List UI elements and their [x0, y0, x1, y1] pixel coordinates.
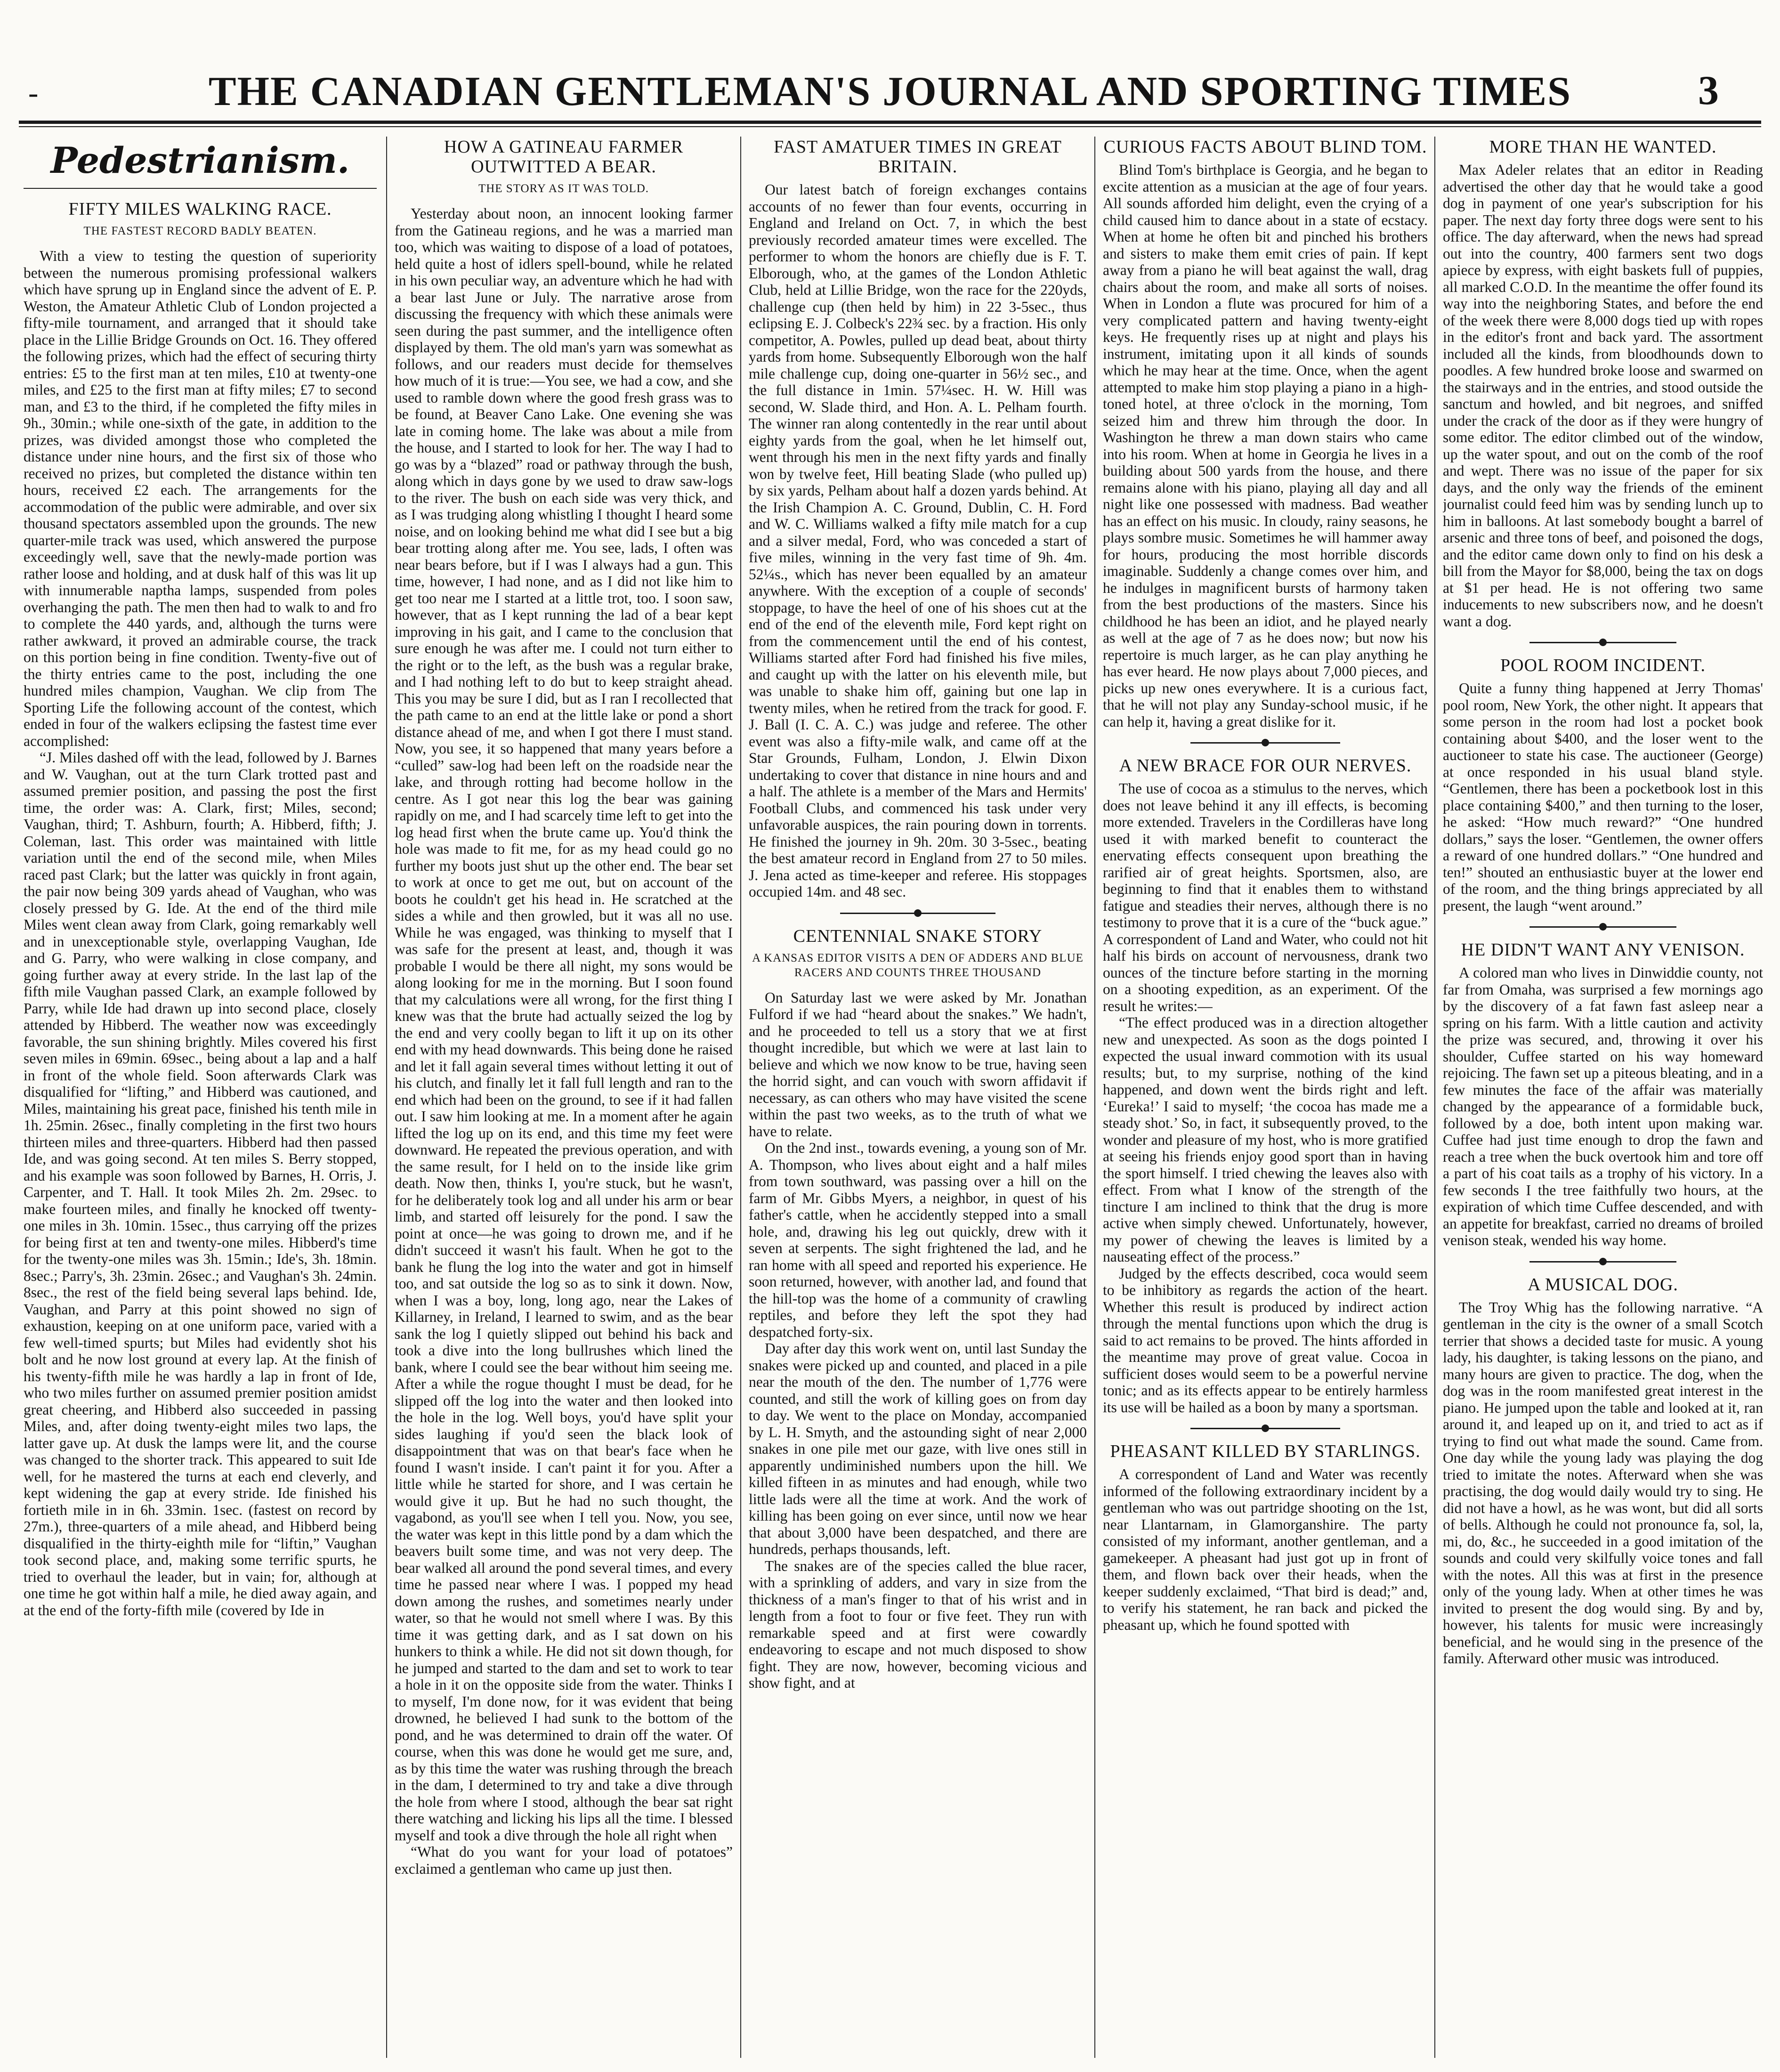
department-heading: Pedestrianism.	[50, 139, 350, 181]
masthead	[9, 66, 1771, 122]
column-separator	[740, 137, 741, 2058]
article-paragraph: “J. Miles dashed off with the lead, followed by J. Barnes and W. Vaughan, out at the turn Clark trotted past and assumed premier position, and passing the post the first time, the order was: A. Clark, first; Miles, second; Vaughan, third; T. Ashburn, fourth; A. Hibberd, fifth; J. Coleman, last. This order was maintained with little variation until the end of the second mile, when Miles raced past Clark; but the latter was quickly in front again, the pair now being 309 yards ahead of Vaughan, who was closely pressed by G. Ide. At the end of the third mile Miles went clean away from Clark, going remarkably well and in unexceptionable style, overlapping Vaughan, Ide and G. Parry, who were walking in close company, and going further away at every stride. In the last lap of the fifth mile Vaughan passed Clark, an example followed by Parry, while Ide had drawn up into second place, closely attended by Hibberd. The weather now was exceedingly favorable, the sun shining brightly. Miles covered his first seven miles in 69min. 69sec., being about a lap and a half in front of the whole field. Soon afterwards Clark was disqualified for “lifting,” and Hibberd was cautioned, and Miles, maintaining his great pace, finished his tenth mile in 1h. 25min. 26sec., finally completing in the first two hours thirteen miles and three-quarters. Hibberd had then passed Ide, and was going second. At ten miles S. Berry stopped, and his example was soon followed by Barnes, H. Orris, J. Carpenter, and T. Hall. It took Miles 2h. 2m. 29sec. to make fourteen miles, and finally he knocked off twenty-one miles in 3h. 10min. 15sec., thus carrying off the prizes for being first at ten and twenty-one miles. Hibberd's time for the twenty-one miles was 3h. 15min.; Ide's, 3h. 18min. 8sec.; Parry's, 3h. 23min. 26sec.; and Vaughan's 3h. 24min. 8sec., the rest of the field being several laps behind. Ide, Vaughan, and Parry at this point showed no sign of exhaustion, keeping on at one uniform pace, varied with a few well-timed spurts; but Miles had evidently shot his bolt and he now lost ground at every lap. At the finish of his twenty-fifth mile he was hardly a lap in front of Ide, who two miles further on assumed premier position amidst great cheering, and Hibberd also succeeded in passing Miles, and, after doing twenty-eight miles two laps, the latter gave up. At dusk the lamps were lit, and the course was changed to the shorter track. This appeared to suit Ide well, for he mastered the turns at each end cleverly, and kept widening the gap at every stride. Ide finished his fortieth mile in in 6h. 33min. 1sec. (fastest on record by 27m.), three-quarters of a mile ahead, and Hibberd being disqualified in the thirty-eighth mile for “liftin,” Vaughan took second place, and, making some terrific spurts, he tried to overhaul the leader, but in vain; for, although at one time he got within half a mile, he died away again, and at the end of the forty-fifth mile (covered by Ide in	[24, 749, 377, 1619]
column-separator	[386, 137, 387, 2058]
article-separator	[1190, 742, 1340, 744]
article-paragraph: On Saturday last we were asked by Mr. Jonathan Fulford if we had “heard about the snakes.” We hadn't, and he proceeded to tell us a story that we at first thought incredible, but which we were at last lain to believe and which we now know to be true, having seen the horrid sight, and can vouch with sworn affidavit if necessary, as can others who may have visited the scene within the past two weeks, as to the truth of what we have to relate.	[749, 989, 1087, 1140]
section-rule	[24, 188, 377, 189]
article-paragraph: Max Adeler relates that an editor in Reading advertised the other day that he would take a good dog in payment of one year's subscription for his paper. The next day forty three dogs were sent to his office. The day afterward, when the news had spread out into the country, 400 farmers sent two dogs apiece by express, with eight baskets full of puppies, all marked C.O.D. In the meantime the offer found its way into the neighboring States, and before the end of the week there were 8,000 dogs tied up with ropes in the editor's front and back yard. The assortment included all the kinds, from bloodhounds down to poodles. A few hundred broke loose and swarmed on the stairways and in the entries, and stood outside the sanctum and howled, and bit negroes, and sniffed under the crack of the door as if they were hungry of some editor. The editor climbed out of the window, up the water spout, and out on the comb of the roof and wept. There was no issue of the paper for six days, and the only way the friends of the eminent journalist could feed him was by sending lunch up to him in balloons. At last somebody bought a barrel of arsenic and three tons of beef, and poisoned the dogs, and the editor came down only to find on his desk a bill from the Mayor for $8,000, being the tax on dogs at $1 per head. He is not offering two same inducements to new subscribers now, and he doesn't want a dog.	[1443, 162, 1763, 630]
column-4	[1103, 134, 1428, 2063]
article-paragraph: Our latest batch of foreign exchanges contains accounts of no fewer than four events, occurring in England and Ireland on Oct. 7, in which the best previously recorded amateur times were excelled. The performer to whom the honors are chiefly due is F. T. Elborough, who, at the games of the London Athletic Club, held at Lillie Bridge, won the race for the 220yds, challenge cup (then held by him) in 22 3-5sec., thus eclipsing E. J. Colbeck's 22¾ sec. by a fraction. His only competitor, A. Powles, pulled up dead beat, about thirty yards from home. Subsequently Elborough won the half mile challenge cup, doing one-quarter in 56½ sec., and the full distance in 1min. 57¼sec. H. W. Hill was second, W. Slade third, and Hon. A. L. Pelham fourth. The winner ran along contentedly in the rear until about eighty yards from the goal, when he let himself out, went through his men in the next fifty yards and finally won by twelve feet, Hill beating Slade (who pulled up) by six yards, Pelham about half a dozen yards behind. At the Irish Champion A. C. Ground, Dublin, C. H. Ford and W. C. Williams walked a fifty mile match for a cup and a silver medal, Ford, who was conceded a start of five miles, winning in the very fast time of 9h. 4m. 52¼s., which has never been equalled by an amateur anywhere. With the exception of a couple of seconds' stoppage, to have the heel of one of his shoes cut at the end of the end of the eleventh mile, Ford kept right on from the commencement until the end of his contest, Williams started after Ford had finished his five miles, and caught up with the latter on his eleventh mile, but was unable to shake him off, gaining but one lap in twenty miles, when he retired from the track for good. F. J. Ball (I. C. A. C.) was judge and referee. The other event was also a fifty-mile walk, and came off at the Star Grounds, Fulham, London, J. Elwin Dixon undertaking to cover that distance in nine hours and and a half. The athlete is a member of the Mars and Hermits' Football Clubs, and commenced his task under very unfavorable auspices, the rain pouring down in torrents. He finished the journey in 9h. 20m. 30 3-5sec., beating the best amateur record in England from 27 to 50 miles. J. Jena acted as time-keeper and referee. His stoppages occupied 14m. and 48 sec.	[749, 181, 1087, 900]
column-2	[395, 134, 733, 2063]
article-separator	[840, 913, 995, 914]
column-5	[1443, 134, 1763, 2063]
article-separator	[1190, 1428, 1340, 1429]
article-headline: A NEW BRACE FOR OUR NERVES.	[1119, 756, 1412, 776]
article-paragraph: Quite a funny thing happened at Jerry Thomas' pool room, New York, the other night. It appears that some person in the room had lost a pocket book containing about $400, and the loser went to the auctioneer to state his case. The auctioneer (George) at once responded in his usual bland style. “Gentlemen, there has been a pocketbook lost in this place containing $400,” and then turning to the loser, he asked: “How much reward?” “One hundred dollars,” says the loser. “Gentlemen, the owner offers a reward of one hundred dollars.” “One hundred and ten!” shouted an enthusiastic buyer at the lower end of the room, and the thing brings appreciated by all present, the laugh “went around.”	[1443, 680, 1763, 914]
article-paragraph: Judged by the effects described, coca would seem to be inhibitory as regards the action of the heart. Whether this result is produced by indirect action through the mental functions upon which the drug is said to act remains to be proved. The hints afforded in the meantime may prove of great value. Cocoa in sufficient doses would seem to be a powerful nervine tonic; and as its effects appear to be entirely harmless its use will be hailed as a boon by many a sportsman.	[1103, 1265, 1428, 1416]
folio-mark: -	[28, 76, 39, 109]
article-headline: FAST AMATUER TIMES IN GREAT BRITAIN.	[774, 137, 1062, 177]
article-paragraph: Yesterday about noon, an innocent looking farmer from the Gatineau regions, and he was a married man too, which was waiting to dispose of a load of potatoes, held quite a host of idlers spell-bound, while he related in his own peculiar way, an adventure which he had with a bear last June or July. The narrative arose from discussing the frequency with which these animals were seen during the past summer, and the intelligence often displayed by them. The old man's yarn was somewhat as follows, and our readers must decide for themselves how much of it is true:—You see, we had a cow, and she used to ramble down where the good fresh grass was to be found, at Beaver Cano Lake. One evening she was late in coming home. The lake was about a mile from the house, and I started to look for her. The way I had to go was by a “blazed” road or pathway through the bush, along which in days gone by we used to draw saw-logs to the river. The bush on each side was very thick, and as I was trudging along whistling I thought I heard some noise, and on looking behind me what did I see but a big bear trotting along after me. You see, lads, I often was near bears before, but if I was I always had a gun. This time, however, I had none, and as I did not like him to get too near me I started at a little trot, too. I soon saw, however, that as I kept running the lad of a bear kept improving in his gait, and I came to the conclusion that sure enough he was after me. I could not turn either to the right or to the left, as the bush was a regular brake, and I had nothing left to do but to keep straight ahead. This you may be sure I did, but as I ran I recollected that the path came to an end at the little lake or pond a short distance ahead of me, and when I got there I must stand. Now, you see, it so happened that many years before a “culled” saw-log had been left on the roadside near the lake, and through rotting had become hollow in the centre. As I got near this log the bear was gaining rapidly on me, and I had scarcely time left to get into the log head first when the brute came up. You'd think the hole was made to fit me, for as my head could go no further my boots just shut up the other end. The bear set to work at once to get me out, but on account of the boots he couldn't get his head in. He scratched at the sides a while and then growled, but it was all no use. While he was engaged, was thinking to myself that I was safe for the present at least, and, though it was probable I would be there all night, my sons would be along looking for me in the morning. But I soon found that my calculations were all wrong, for the first thing I knew was that the brute had actually seized the log by the end and very coolly began to lift it up on its other end with my head downwards. This being done he raised and let it fall again several times without letting it out of his clutch, and finally let it fall full length and ran to the end which had been on the ground, to see if it had fallen out. I saw him looking at me. In a moment after he again lifted the log up on its end, and this time my feet were downward. He repeated the previous operation, and with the same result, for I held on to the inside like grim death. Now then, thinks I, you're stuck, but he wasn't, for he deliberately took log and all under his arm or bear limb, and started off leisurely for the pond. I saw the point at once—he was going to drown me, and if he didn't succeed it wasn't his fault. When he got to the bank he flung the log into the water and got in himself too, and sat outside the log so as to sink it down. Now, when I was a boy, long, long ago, near the Lakes of Killarney, in Ireland, I learned to swim, and as the bear sank the log I quietly slipped out behind his back and took a dive into the long bullrushes which lined the bank, where I could see the bear without him seeing me. After a while the rogue thought I must be dead, for he slipped off the log into the water and then looked into the hole in the log. Well boys, you'd have split your sides laughing if you'd seen the black look of disappointment that was on that bear's face when he found I wasn't inside. I can't paint it for you. After a little while he started for shore, and I was certain he would give it up. But he had no such thought, the vagabond, as you'll see when I tell you. Now, you see, the water was kept in this little pond by a dam which the beavers built some time, and was not very deep. The bear walked all around the pond several times, and every time he passed near where I was. I popped my head down among the rushes, and sometimes nearly under water, so that he would not smell where I was. By this time it was getting dark, and as I sat down on his hunkers to think a while. He did not sit down though, for he jumped and started to the dam and set to work to tear a hole in it on the opposite side from the water. Thinks I to myself, I'm done now, for it was evident that being drowned, he believed I had sunk to the bottom of the pond, and he was determined to drain off the water. Of course, when this was done he would get me sure, and, as by this time the water was rushing through the breach in the dam, I determined to try and take a dive through the hole from where I stood, although the bear sat right there watching and licking his lips all the time. I blessed myself and took a dive through the hole all right when	[395, 205, 733, 1844]
article-paragraph: A correspondent of Land and Water was recently informed of the following extraordinary incident by a gentleman who was out partridge shooting on the 1st, near Llantarnam, in Glamorganshire. The party consisted of my informant, another gentleman, and a gamekeeper. A pheasant had just got up in front of them, and flown back over their heads, when the keeper suddenly exclaimed, “That bird is dead;” and, to verify his statement, he ran back and picked the pheasant up, which he found spotted with	[1103, 1466, 1428, 1633]
article-paragraph: A colored man who lives in Dinwiddie county, not far from Omaha, was surprised a few mornings ago by the discovery of a fat fawn fast asleep near a spring on his farm. With a little caution and activity the prize was secured, and, throwing it over his shoulder, Cuffee started on his way homeward rejoicing. The fawn set up a piteous bleating, and in a few minutes the face of the affair was materially changed by the appearance of a formidable buck, followed by a doe, both intent upon making war. Cuffee had just time enough to drop the fawn and reach a tree when the buck overtook him and tore off a part of his coat tails as a trophy of his victory. In a few seconds I the tree faithfully two hours, at the expiration of which time Cuffee descended, and with an appetite for breakfast, carried no dreams of broiled venison steak, wended his way home.	[1443, 964, 1763, 1248]
masthead-rule	[19, 121, 1761, 124]
article-paragraph: “The effect produced was in a direction altogether new and unexpected. As soon as the dogs pointed I expected the usual inward commotion with its usual results; but, to my surprise, nothing of the kind happened, and down went the birds right and left. ‘Eureka!’ I said to myself; ‘the cocoa has made me a steady shot.’ So, in fact, it subsequently proved, to the wonder and pleasure of my host, who is more gratified at seeing his friends enjoy good sport than in having the sport himself. I tried chewing the leaves also with effect. From what I know of the strength of the tincture I am inclined to think that the drug is more active when simply chewed. Unfortunately, however, my power of chewing the leaves is limited by a nauseating effect of the process.”	[1103, 1014, 1428, 1265]
column-3	[749, 134, 1087, 2063]
column-separator	[1094, 137, 1095, 2058]
article-paragraph: “What do you want for your load of potatoes” exclaimed a gentleman who came up just then.	[395, 1844, 733, 1877]
masthead-rule-thin	[19, 126, 1761, 127]
column-1	[24, 134, 377, 2063]
masthead-title: THE CANADIAN GENTLEMAN'S JOURNAL AND SPORTING TIMES	[208, 69, 1572, 114]
article-paragraph: The snakes are of the species called the blue racer, with a sprinkling of adders, and vary in size from the thickness of a man's finger to that of his wrist and in length from a foot to four or five feet. They run with remarkable speed and at first were cowardly endeavoring to escape and not much disposed to show fight. They are now, however, becoming vicious and show fight, and at	[749, 1557, 1087, 1691]
article-headline: CURIOUS FACTS ABOUT BLIND TOM.	[1103, 137, 1427, 157]
article-headline: MORE THAN HE WANTED.	[1489, 137, 1717, 157]
page-number: 3	[1698, 68, 1719, 113]
article-paragraph: On the 2nd inst., towards evening, a young son of Mr. A. Thompson, who lives about eight and a half miles from town southward, was passing over a hill on the farm of Mr. Gibbs Myers, a neighbor, in quest of his father's cattle, when he accidently stepped into a small hole, and, drawing his leg out quickly, drew with it seven at serpents. The sight frightened the lad, and he ran home with all speed and reported his experience. He soon returned, however, with another lad, and found that the hill-top was the home of a community of crawling reptiles, and before they left the spot they had despatched forty-six.	[749, 1140, 1087, 1340]
article-headline: HOW A GATINEAU FARMER OUTWITTED A BEAR.	[444, 137, 684, 177]
article-paragraph: The use of cocoa as a stimulus to the nerves, which does not leave behind it any ill effects, is becoming more extended. Travelers in the Cordilleras have long used it with marked benefit to counteract the enervating effects consequent upon breathing the rarified air of great heights. Sportsmen, also, are beginning to find that it enables them to withstand fatigue and steadies their nerves, although there is no testimony to prove that it is a cure of the “buck ague.” A correspondent of Land and Water, who could not hit half his birds on account of nervousness, drank two ounces of the tincture before starting in the morning on a shooting expedition, as an experiment. Of the result he writes:—	[1103, 780, 1428, 1014]
article-separator	[1529, 926, 1677, 928]
article-paragraph: The Troy Whig has the following narrative. “A gentleman in the city is the owner of a small Scotch terrier that shows a decided taste for music. A young lady, his daughter, is taking lessons on the piano, and many hours are given to practice. The dog, when the dog was in the room manifested great interest in the piano. He jumped upon the table and looked at it, ran around it, and leaped up on it, and tried to act as if trying to find out what made the sound. Came from. One day while the young lady was playing the dog tried to imitate the notes. Afterward when she was practising, the dog would daily would try to sing. He did not have a howl, as he was wont, but did all sorts of bells. Although he could not pronounce fa, sol, la, mi, do, &c., he succeeded in a good imitation of the sounds and could very skilfully voice tones and fall with the notes. All this was at first in the presence only of the young lady. When at other times he was invited to present the dog would sing. By and by, however, his talents for music were increasingly beneficial, and he would sing in the presence of the family. Afterward other music was introduced.	[1443, 1299, 1763, 1667]
article-separator	[1529, 642, 1677, 643]
article-separator	[1529, 1261, 1677, 1263]
article-headline: PHEASANT KILLED BY STARLINGS.	[1110, 1441, 1421, 1461]
article-headline: A MUSICAL DOG.	[1528, 1274, 1678, 1295]
article-paragraph: Blind Tom's birthplace is Georgia, and he began to excite attention as a musician at the age of four years. All sounds afforded him delight, even the crying of a child caused him to dance about in a state of ecstacy. When at home he often bit and pinched his brothers and sisters to make them emit cries of pain. If kept away from a piano he will beat against the wall, drag chairs about the room, and make all sorts of noises. When in London a flute was procured for him of a very complicated pattern and having twenty-eight keys. He frequently rises up at night and plays his instrument, imitating upon it all kinds of sounds which he may hear at the time. Once, when the agent attempted to make him stop playing a piano in a high-toned hotel, at three o'clock in the morning, Tom seized him and threw him through the door. In Washington he threw a man down stairs who came into his room. When at home in Georgia he lives in a building about 500 yards from the house, and there remains alone with his piano, playing all day and all night like one possessed with madness. Bad weather has an effect on his music. In cloudy, rainy seasons, he plays sombre music. Sometimes he will hammer away for hours, producing the most horrible discords imaginable. Suddenly a change comes over him, and he indulges in magnificent bursts of harmony taken from the best productions of the masters. Since his childhood he has been an idiot, and he played nearly as well at the age of 7 as he does now; but now his repertoire is much larger, as he can play anything he has ever heard. He now plays about 7,000 pieces, and picks up new ones everywhere. It is a curious fact, that he will not play any Sunday-school music, if he can help it, having a great dislike for it.	[1103, 162, 1428, 730]
column-separator	[1434, 137, 1435, 2058]
article-paragraph: Day after day this work went on, until last Sunday the snakes were picked up and counted, and placed in a pile near the mouth of the den. The number of 1,776 were counted, and still the work of killing goes on from day to day. We went to the place on Monday, accompanied by L. H. Smyth, and the astounding sight of near 2,000 snakes in one pile met our gaze, with live ones still in apparently undiminished numbers upon the hill. We killed fifteen in as minutes and had enough, while two little lads were all the time at work. And the work of killing has been going on ever since, until now we hear that about 3,000 have been despatched, and there are hundreds, perhaps thousands, left.	[749, 1340, 1087, 1557]
article-subhead: A KANSAS EDITOR VISITS A DEN OF ADDERS AND BLUE RACERS AND COUNTS THREE THOUSAND	[752, 951, 1084, 979]
article-headline: CENTENNIAL SNAKE STORY	[793, 926, 1043, 946]
article-subhead: THE STORY AS IT WAS TOLD.	[478, 182, 649, 195]
article-subhead: THE FASTEST RECORD BADLY BEATEN.	[83, 225, 317, 237]
article-paragraph: With a view to testing the question of superiority between the numerous promising professional walkers which have sprung up in England since the advent of E. P. Weston, the Amateur Athletic Club of London projected a fifty-mile tournament, and arranged that it should take place in the Lillie Bridge Grounds on Oct. 16. They offered the following prizes, which had the effect of securing thirty entries: £5 to the first man at ten miles, £10 at twenty-one miles, and £25 to the first man at fifty miles; £7 to second man, and £3 to the third, if he completed the fifty miles in 9h., 30min.; while one-sixth of the gate, in addition to the prizes, was divided amongst those who completed the distance under nine hours, and the first six of those who received no prizes, but completed the distance within ten hours, received £2 each. The arrangements for the accommodation of the public were admirable, and over six thousand spectators assembled upon the grounds. The new quarter-mile track was used, which answered the purpose exceedingly well, save that the newly-made portion was rather loose and holding, and at dusk half of this was lit up with innumerable naptha lamps, suspended from poles overhanging the path. The men then had to walk to and fro to complete the 440 yards, and, although the turns were rather awkward, it proved an admirable course, the track on this portion being in fine condition. Twenty-five out of the thirty entries came to the post, including the one hundred miles champion, Vaughan. We clip from The Sporting Life the following account of the contest, which ended in four of the walkers eclipsing the fastest time ever accomplished:	[24, 248, 377, 749]
article-headline: FIFTY MILES WALKING RACE.	[68, 199, 332, 219]
article-headline: HE DIDN'T WANT ANY VENISON.	[1461, 940, 1745, 960]
article-headline: POOL ROOM INCIDENT.	[1500, 656, 1706, 675]
